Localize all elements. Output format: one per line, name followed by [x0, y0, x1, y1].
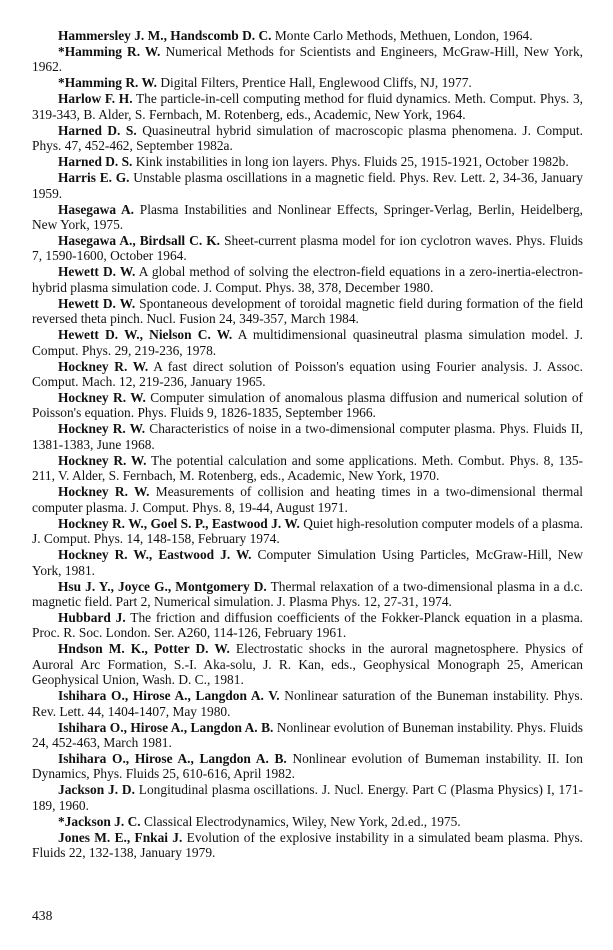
- reference-text: Characteristics of noise in a two-dimensional computer plasma. Phys. Fluids II, 1381-1383, June 1968.: [32, 421, 583, 452]
- reference-authors: Hockney R. W., Eastwood J. W.: [58, 547, 252, 563]
- reference-entry: [32, 516, 583, 547]
- reference-text: Quiet high-resolution computer models of a plasma. J. Comput. Phys. 14, 148-158, February 1974.: [32, 515, 583, 547]
- reference-text: Unstable plasma oscillations in a magnetic field. Phys. Rev. Lett. 2, 34-36, January 1959.: [32, 170, 583, 201]
- reference-text: Monte Carlo Methods, Methuen, London, 1964.: [271, 28, 533, 43]
- reference-text: The friction and diffusion coefficients of the Fokker-Planck equation in a plasma. Proc. R. Soc. London. Ser. A260, 114-126, February 1961.: [32, 609, 584, 641]
- reference-authors: Ishihara O., Hirose A., Langdon A. B.: [58, 719, 274, 735]
- reference-entry: [32, 610, 583, 641]
- reference-text: Kink instabilities in long ion layers. Phys. Fluids 25, 1915-1921, October 1982b.: [132, 154, 569, 170]
- reference-authors: Hewett D. W.: [58, 264, 136, 280]
- reference-authors: Hewett D. W., Nielson C. W.: [58, 327, 233, 343]
- reference-entry: [32, 44, 583, 75]
- reference-entry: [32, 641, 583, 687]
- reference-authors: Harned D. S.: [58, 122, 137, 138]
- reference-text: Numerical Methods for Scientists and Engineers, McGraw-Hill, New York, 1962.: [32, 44, 583, 75]
- reference-text: Computer simulation of anomalous plasma diffusion and numerical solution of Poisson's equation. Phys. Fluids 9, 1826-1835, September 1966.: [32, 390, 583, 421]
- reference-authors: Hewett D. W.: [58, 295, 136, 311]
- reference-text: Nonlinear evolution of Buneman instability. Phys. Fluids 24, 452-463, March 1981.: [32, 719, 583, 750]
- reference-entry: [32, 359, 583, 390]
- reference-entry: [32, 91, 583, 122]
- reference-authors: Ishihara O., Hirose A., Langdon A. B.: [58, 750, 287, 766]
- reference-authors: Hockney R. W.: [58, 421, 146, 437]
- reference-authors: Hasegawa A.: [58, 201, 135, 217]
- reference-entry: [32, 123, 583, 154]
- reference-entry: [32, 751, 583, 782]
- reference-entry: [32, 327, 583, 358]
- reference-text: Classical Electrodynamics, Wiley, New York, 2d.ed., 1975.: [140, 813, 461, 829]
- reference-entry: [32, 202, 583, 233]
- reference-authors: Hsu J. Y., Joyce G., Montgomery D.: [58, 578, 267, 594]
- reference-entry: [32, 782, 583, 813]
- reference-entry: [32, 421, 583, 452]
- reference-text: Electrostatic shocks in the auroral magnetosphere. Physics of Auroral Arc Formation, S.-I. Aka-solu, J. R. Kan, eds., Geophysical Monograph 25, American Geophysical Union, Wash. D. C., 1981.: [32, 641, 583, 688]
- reference-entry: [32, 547, 583, 578]
- reference-authors: Hockney R. W.: [58, 390, 146, 406]
- reference-list: [32, 28, 583, 861]
- reference-text: Digital Filters, Prentice Hall, Englewood Cliffs, NJ, 1977.: [156, 75, 472, 91]
- reference-text: Evolution of the explosive instability in a simulated beam plasma. Phys. Fluids 22, 132-138, January 1979.: [32, 829, 583, 861]
- reference-authors: Hasegawa A., Birdsall C. K.: [58, 233, 221, 249]
- reference-authors: Ishihara O., Hirose A., Langdon A. V.: [58, 688, 280, 704]
- reference-text: Plasma Instabilities and Nonlinear Effects, Springer-Verlag, Berlin, Heidelberg, New York, 1975.: [32, 201, 583, 233]
- reference-text: The potential calculation and some applications. Meth. Combut. Phys. 8, 135-211, V. Alder, S. Fernbach, M. Rotenberg, eds., Academic, New York, 1970.: [32, 452, 583, 484]
- reference-authors: Harlow F. H.: [58, 91, 133, 107]
- reference-text: A global method of solving the electron-field equations in a zero-inertia-electron-hybrid plasma simulation code. J. Comput. Phys. 38, 378, December 1980.: [32, 264, 584, 295]
- reference-entry: [32, 28, 583, 43]
- reference-authors: Hockney R. W.: [58, 358, 149, 374]
- reference-text: A fast direct solution of Poisson's equation using Fourier analysis. J. Assoc. Comput. Mach. 12, 219-236, January 1965.: [32, 358, 583, 390]
- reference-entry: [32, 75, 583, 90]
- reference-entry: [32, 814, 583, 829]
- reference-text: Nonlinear evolution of Bumeman instability. II. Ion Dynamics, Phys. Fluids 25, 610-616, April 1982.: [32, 750, 583, 782]
- reference-authors: Harris E. G.: [58, 170, 130, 186]
- reference-text: A multidimensional quasineutral plasma simulation model. J. Comput. Phys. 29, 219-236, 1978.: [32, 327, 583, 358]
- reference-entry: [32, 170, 583, 201]
- reference-authors: Hubbard J.: [58, 609, 126, 625]
- reference-text: Nonlinear saturation of the Buneman instability. Phys. Rev. Lett. 44, 1404-1407, May 1980.: [32, 688, 583, 719]
- reference-entry: [32, 453, 583, 484]
- reference-authors: Hockney R. W., Goel S. P., Eastwood J. W.: [58, 515, 300, 531]
- reference-entry: [32, 688, 583, 719]
- reference-authors: Hndson M. K., Potter D. W.: [58, 641, 230, 657]
- reference-authors: *Hamming R. W.: [58, 75, 157, 91]
- reference-entry: [32, 233, 583, 264]
- reference-text: Spontaneous development of toroidal magnetic field during formation of the field reversed theta pinch. Nucl. Fusion 24, 349-357, March 1984.: [32, 295, 583, 327]
- reference-text: Thermal relaxation of a two-dimensional plasma in a d.c. magnetic field. Part 2, Numerical simulation. J. Plasma Phys. 12, 27-31, 1974.: [32, 578, 583, 609]
- reference-entry: [32, 154, 583, 169]
- reference-text: Measurements of collision and heating times in a two-dimensional thermal computer plasma. J. Comput. Phys. 8, 19-44, August 1971.: [32, 484, 583, 515]
- reference-entry: [32, 296, 583, 327]
- reference-authors: Jones M. E., Fnkai J.: [58, 829, 183, 845]
- reference-entry: [32, 264, 583, 295]
- reference-authors: Harned D. S.: [58, 154, 133, 170]
- reference-authors: Hammersley J. M., Handscomb D. C.: [58, 28, 272, 43]
- page-number: 438: [32, 908, 53, 923]
- reference-authors: Hockney R. W.: [58, 452, 147, 468]
- reference-entry: [32, 484, 583, 515]
- reference-text: Longitudinal plasma oscillations. J. Nucl. Energy. Part C (Plasma Physics) I, 171-189, 1960.: [32, 782, 583, 813]
- reference-text: Computer Simulation Using Particles, McGraw-Hill, New York, 1981.: [32, 547, 583, 578]
- reference-authors: Hockney R. W.: [58, 484, 150, 500]
- reference-entry: [32, 830, 583, 861]
- reference-entry: [32, 579, 583, 610]
- reference-authors: Jackson J. D.: [58, 782, 135, 798]
- reference-entry: [32, 720, 583, 751]
- reference-text: Sheet-current plasma model for ion cyclotron waves. Phys. Fluids 7, 1590-1600, October 1964.: [32, 233, 583, 264]
- reference-text: The particle-in-cell computing method for fluid dynamics. Meth. Comput. Phys. 3, 319-343, B. Alder, S. Fernbach, M. Rotenberg, eds., Academic, New York, 1964.: [32, 91, 583, 122]
- reference-entry: [32, 390, 583, 421]
- reference-authors: *Jackson J. C.: [58, 813, 141, 829]
- reference-text: Quasineutral hybrid simulation of macroscopic plasma phenomena. J. Comput. Phys. 47, 452-462, September 1982a.: [32, 122, 583, 154]
- reference-authors: *Hamming R. W.: [58, 44, 161, 59]
